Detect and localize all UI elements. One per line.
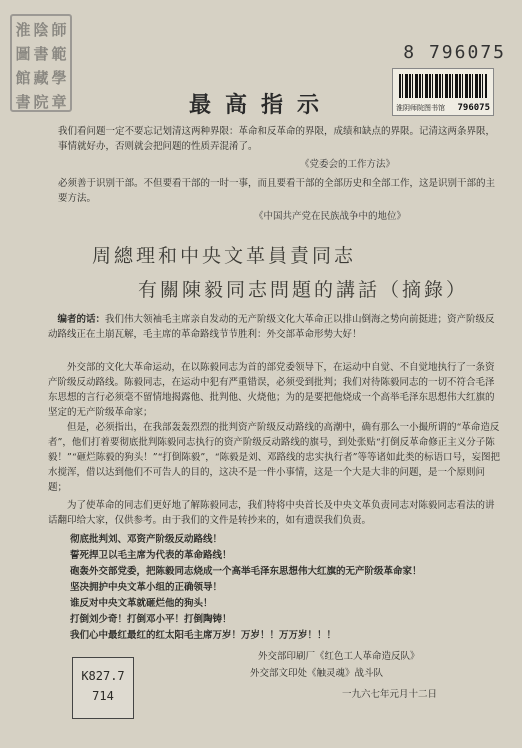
article-title-line-1: 周總理和中央文革員責同志 (92, 245, 357, 267)
seal-character: 館 (15, 69, 31, 87)
seal-character: 師 (51, 21, 67, 39)
seal-character: 書 (15, 93, 31, 111)
slogan-list (70, 532, 422, 644)
barcode-library-name: 淮阴师院图书馆 (396, 104, 445, 112)
seal-character: 陰 (33, 21, 49, 39)
barcode-number: 796075 (457, 103, 490, 113)
signature-line-1: 外交部印刷厂《红色工人革命造反队》 (258, 651, 420, 662)
slogan-item: 坚决拥护中央文革小组的正确领导！ (70, 582, 223, 593)
article-title-line-2: 有關陳毅同志問題的講話（摘錄） (138, 279, 469, 301)
paragraph (48, 420, 500, 495)
quote-2-source: 《中国共产党在民族战争中的地位》 (254, 211, 407, 222)
slogan-item: 谁反对中央文革就砸烂他的狗头！ (70, 598, 213, 609)
quote-1-source: 《党委会的工作方法》 (300, 159, 396, 170)
call-number-line-1: K827.7 (81, 669, 125, 683)
slogan-item: 誓死捍卫以毛主席为代表的革命路线！ (70, 550, 232, 561)
seal-character: 學 (51, 69, 67, 87)
seal-character: 章 (51, 93, 67, 111)
page-title: 最高指示 (188, 92, 333, 118)
call-number-label (72, 657, 134, 719)
slogan-item: 我们心中最红最红的红太阳毛主席万岁！万岁！！万万岁！！！ (70, 630, 337, 641)
seal-character: 淮 (15, 21, 31, 39)
slogan-item: 彻底批判刘、邓资产阶级反动路线！ (70, 534, 223, 545)
call-number-line-2: 714 (92, 689, 114, 703)
paragraph-2: 但是，必须指出，在我部轰轰烈烈的批判资产阶级反动路线的高潮中，确有那么一小撮所谓的“革命造反者”，他们打着要彻底批判陈毅同志执行的资产阶级反动路线的旗号，到处张贴“打倒反革命修正主义分子陈毅！”“砸烂陈毅的狗头！”“打倒陈毅”，“陈毅是刘、邓路线的忠实执行者”等等诸如此类的标语口号，妄图把水搅浑，借以达到他们不可告人的目的，这决不是一件小事情，这是一个大是大非的问题，是一个原则问题； (48, 422, 500, 493)
editor-note (48, 312, 500, 342)
slogan-item: 打倒刘少奇！打倒邓小平！打倒陶铸！ (70, 614, 232, 625)
slogan-item: 砲轰外交部党委，把陈毅同志烧成一个高举毛泽东思想伟大红旗的无产阶级革命家！ (70, 566, 422, 577)
paragraph-3: 为了使革命的同志们更好地了解陈毅同志，我们特将中央首长及中央文革负责同志对陈毅同志看法的讲话翻印给大家，仅供参考。由于我们的文件是转抄来的，如有遗误我们负责。 (48, 500, 495, 526)
editor-note-label: 编者的话： (57, 314, 106, 325)
editor-note-text: 我们伟大领袖毛主席亲自发动的无产阶级文化大革命正以排山倒海之势向前挺进；资产阶级反动路线正在土崩瓦解，毛主席的革命路线节节胜利：外交部革命形势大好！ (48, 314, 495, 340)
paragraph-1: 外交部的文化大革命运动，在以陈毅同志为首的部党委领导下，在运动中自觉、不自觉地执行了一条资产阶级反动路线。陈毅同志，在运动中犯有严重错误，必须受到批判；我们对待陈毅同志的一切不符合毛泽东思想的言行必须毫不留情地揭露他、批判他、火烧他；为的是要把他烧成一个高举毛泽东思想伟大红旗的坚定的无产阶级革命家； (48, 362, 495, 418)
seal-character: 圖 (15, 45, 31, 63)
signature-line-2: 外交部文印处《触灵魂》战斗队 (250, 668, 384, 679)
paragraph (48, 360, 500, 420)
quote-1-text: 我们看问题一定不要忘记划清这两种界限：革命和反革命的界限，成绩和缺点的界限。记清这两条界限，事情就好办，否则就会把问题的性质弄混淆了。 (58, 126, 496, 152)
serial-number: 8 796075 (403, 42, 506, 63)
document-date: 一九六七年元月十二日 (342, 689, 438, 700)
quote-2-text: 必须善于识别干部。不但要看干部的一时一事，而且要看干部的全部历史和全部工作，这是识别干部的主要方法。 (58, 178, 496, 204)
seal-character: 院 (33, 93, 49, 111)
seal-character: 書 (33, 45, 49, 63)
paragraph (48, 498, 500, 528)
seal-character: 範 (51, 45, 67, 63)
seal-character: 藏 (33, 69, 49, 87)
